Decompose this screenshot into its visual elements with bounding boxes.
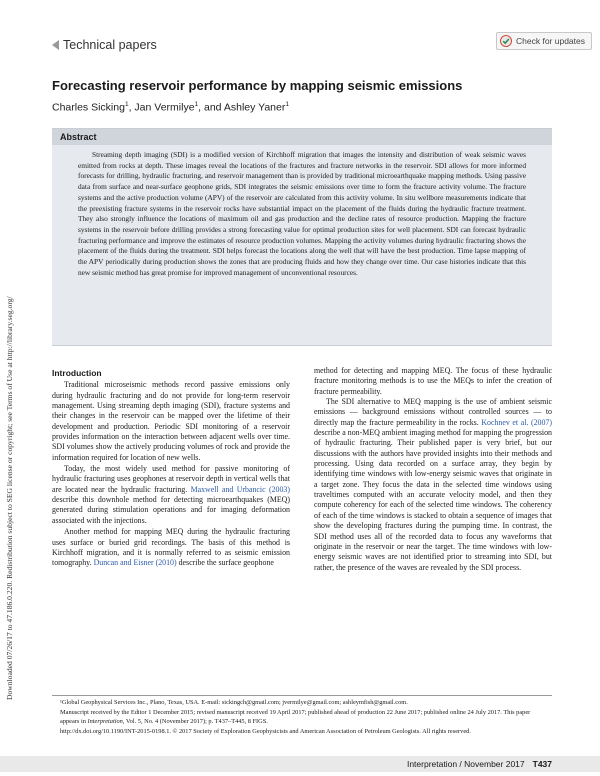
footnote-text: , Vol. 5, No. 4 (November 2017); p. T437–T445, 8 FIGS. (122, 718, 268, 726)
author-name: Charles Sicking (52, 101, 125, 114)
page-number: T437 (532, 759, 552, 769)
reference-link[interactable]: Duncan and Eisner (2010) (93, 558, 177, 568)
journal-issue: Interpretation / November 2017 (406, 759, 525, 769)
manuscript-footnote (60, 708, 550, 727)
journal-name: Interpretation (87, 718, 123, 726)
page-footer (0, 756, 600, 772)
right-column (314, 366, 552, 574)
body-paragraph (52, 527, 290, 568)
reference-link[interactable]: Kochnev et al. (2007) (481, 417, 552, 427)
introduction-heading: Introduction (52, 368, 102, 378)
paragraph-text: The SDI alternative to MEQ mapping is the use of ambient seismic emissions — background emissions without controlled sources — to directly map the fracture permeability in the rocks. (314, 397, 552, 427)
abstract-text: Streaming depth imaging (SDI) is a modified version of Kirchhoff migration that images the intensity and distribution of weak seismic waves emitted from rocks at depth. These images reveal the locations of the fractures and fracture networks in the reservoir. SDI allows for more informed forecasts for drilling, hydraulic fracturing, and reservoir management than is provided by traditional microearthquake mapping methods. Using passive data from surface and near-surface geophone grids, SDI integrates the seismic emissions over time to form the fracture activity volume. The fracture systems and the active production volume (APV) of the reservoir are calculated from this activity volume. In situ wellbore measurements indicate that the preexisting fracture systems in the reservoir rocks have substantial impact on the placement of the fluids during the hydraulic fracture treatment. They also strongly influence the locations of maximum oil and gas production and the decline rates of resource production. Mapping the fracture systems in the reservoir before drilling provides a strong forecasting value for optimal production sites for well placement. SDI can forecast hydraulic fracturing performance and improve the estimates of resource production volumes. Mapping the activity volumes during hydraulic fracturing shows the placement of the fluids during the treatment. SDI helps forecast the locations along the well that will have the best production. Time lapse mapping of the APV periodically during production shows the zones that are producing fluids and how they change over time. Our case histories indicate that this new seismic method has great promise for improved management of unconventional resources. (78, 150, 526, 277)
affiliation-marker: 1 (285, 101, 289, 108)
body-paragraph: Traditional microseismic methods record passive emissions only during hydraulic fracturing and do not provide for long-term reservoir management. Using streaming depth imaging (SDI), fracture systems and their changes in the reservoir can be mapped over the lifetime of their development and production. Periodic SDI monitoring of a reservoir provides information on the interaction between adjacent wells over time. SDI volumes show the actively producing volumes of rock and provide the information required for location of new wells. (52, 380, 290, 462)
author-list (52, 101, 289, 114)
body-paragraph (314, 397, 552, 573)
paragraph-text: Today, the most widely used method for passive monitoring of hydraulic fracturing uses geophones at reservoir depth in vertical wells that are located near the hydraulic fracturing. (52, 464, 290, 494)
paragraph-text: describe this downhole method for detecting microearthquakes (MEQ) generated during stimulation operations and for imaging deformation associated with the injections. (52, 495, 290, 525)
affiliation-footnote: ¹Global Geophysical Services Inc., Plano, Texas, USA. E-mail: sickingch@gmail.com; jvermilye@gmail.com; ashleymfish@gmail.com. (60, 699, 408, 706)
reference-link[interactable]: Maxwell and Urbancic (2003) (190, 484, 290, 494)
triangle-left-icon (52, 40, 59, 50)
check-updates-label: Check for updates (516, 36, 585, 46)
download-notice: Downloaded 07/26/17 to 47.186.0.220. Redistribution subject to SEG license or copyright; see Terms of Use at http://library.seg.org/ (5, 296, 14, 700)
check-updates-button[interactable] (496, 32, 592, 50)
author-separator: , and (198, 101, 224, 114)
section-label (52, 38, 157, 52)
footnote-text: Manuscript received by the Editor 1 December 2015; revised manuscript received 19 April 2017; published ahead of production 22 June 2017; published online 24 July 2017. This paper appears in (60, 708, 531, 726)
section-label-text: Technical papers (63, 38, 157, 52)
body-paragraph (52, 464, 290, 526)
left-column (52, 368, 290, 570)
footnote-divider (52, 695, 552, 696)
abstract-box (52, 128, 552, 346)
author-name: Ashley Yaner (223, 101, 286, 114)
affiliation-marker: 1 (124, 101, 129, 108)
affiliation-marker: 1 (194, 101, 199, 108)
doi-footnote: http://dx.doi.org/10.1190/INT-2015-0198.1. © 2017 Society of Exploration Geophysicists and American Association of Petroleum Geologists. All rights reserved. (60, 727, 471, 735)
check-updates-icon (500, 35, 512, 47)
abstract-heading: Abstract (52, 129, 552, 145)
paragraph-text: describe the surface geophone (176, 558, 274, 568)
footnotes (60, 698, 550, 736)
author-name: Jan Vermilye (134, 101, 195, 114)
paragraph-text: Another method for mapping MEQ during the hydraulic fracturing uses surface or buried grid recordings. The basis of this method is Kirchhoff migration, and it is normally referred to as seismic emission tomography. (52, 527, 290, 568)
author-separator: , (128, 101, 135, 114)
body-paragraph: method for detecting and mapping MEQ. The focus of these hydraulic fracture monitoring methods is to use the MEQs to infer the creation of fracture permeability. (314, 366, 552, 396)
paragraph-text: describe a non-MEQ ambient imaging method for mapping the progression of hydraulic fracturing. Their published paper is very brief, but our discussions with the authors have provided insights into their methods and processing. Using data recorded on a surface array, they begin by identifying time windows with low-energy seismic waves that originate in a target zone. They focus the data in the selected time windows using traveltimes computed with an accurate velocity model, and then they compute coherency for each of the selected time windows. The coherency of each of the time windows is stacked to obtain a sequence of images that show the developing fractures during the pumping time. In contrast, the SDI method uses all of the recorded data to focus any waveforms that originate in the reservoir or near the target. The time windows with low-energy seismic waves are not identified prior to streaming into SDI, but rather, the presence of the waves are revealed by the SDI process. (314, 428, 552, 572)
paper-title: Forecasting reservoir performance by mapping seismic emissions (52, 78, 463, 93)
